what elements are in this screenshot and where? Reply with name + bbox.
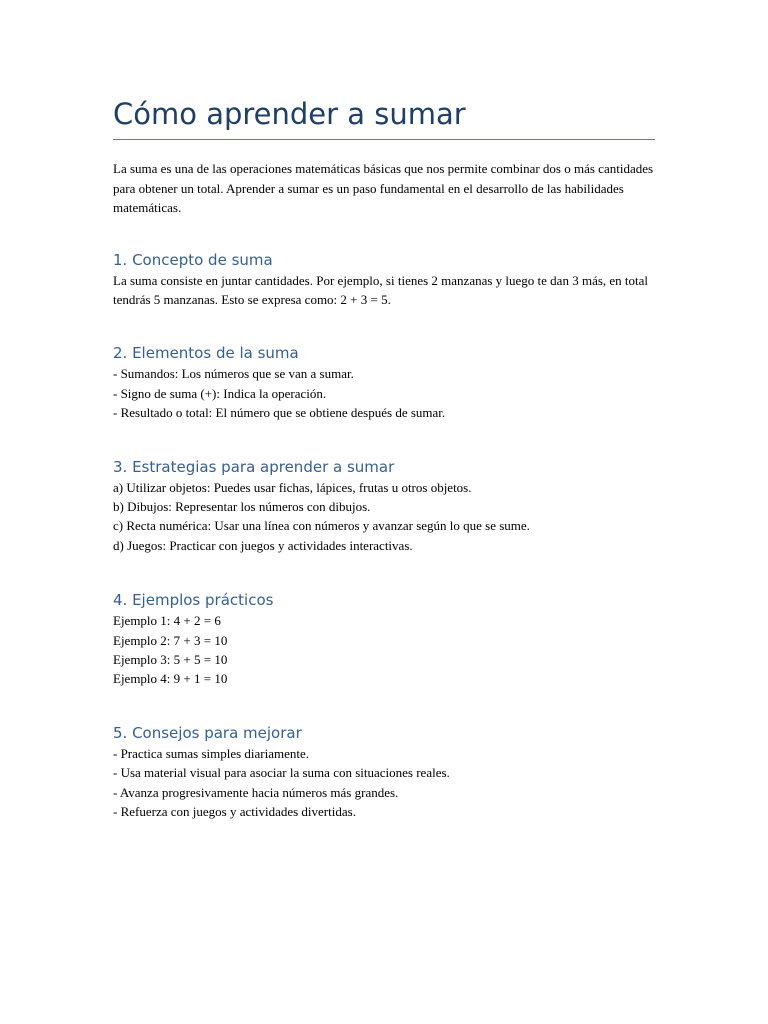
section-consejos <box>113 722 655 822</box>
section-line: Ejemplo 3: 5 + 5 = 10 <box>113 651 228 667</box>
section-body <box>113 744 655 822</box>
title-divider <box>113 139 655 140</box>
section-line: c) Recta numérica: Usar una línea con números y avanzar según lo que se sume. <box>113 518 530 534</box>
section-line: a) Utilizar objetos: Puedes usar fichas, lápices, frutas u otros objetos. <box>113 479 472 495</box>
section-line: b) Dibujos: Representar los números con dibujos. <box>113 498 371 514</box>
section-line: La suma consiste en juntar cantidades. Por ejemplo, si tienes 2 manzanas y luego te dan 3 más, en total tendrás 5 manzanas. Esto se expresa como: 2 + 3 = 5. <box>113 272 649 307</box>
section-body <box>113 478 655 556</box>
section-line: - Practica sumas simples diariamente. <box>113 745 310 761</box>
section-heading: 2. Elementos de la suma <box>113 344 299 363</box>
section-elementos <box>113 342 655 422</box>
section-line: d) Juegos: Practicar con juegos y actividades interactivas. <box>113 537 413 553</box>
section-heading: 1. Concepto de suma <box>113 250 273 269</box>
section-line: - Avanza progresivamente hacia números más grandes. <box>113 784 399 800</box>
page-title: Cómo aprender a sumar <box>113 97 466 131</box>
section-line: Ejemplo 4: 9 + 1 = 10 <box>113 671 228 687</box>
intro-paragraph: La suma es una de las operaciones matemáticas básicas que nos permite combinar dos o más cantidades para obtener un total. Aprender a sumar es un paso fundamental en el desarrollo de las habilidades matemáticas. <box>113 161 654 215</box>
section-heading: 4. Ejemplos prácticos <box>113 591 274 610</box>
section-ejemplos <box>113 589 655 689</box>
section-body <box>113 364 655 422</box>
section-line: - Signo de suma (+): Indica la operación. <box>113 385 327 401</box>
section-body <box>113 271 655 310</box>
section-line: Ejemplo 1: 4 + 2 = 6 <box>113 613 221 629</box>
section-line: - Sumandos: Los números que se van a sumar. <box>113 366 354 382</box>
document-page <box>113 92 655 821</box>
section-line: - Refuerza con juegos y actividades divertidas. <box>113 804 356 819</box>
section-line: - Resultado o total: El número que se obtiene después de sumar. <box>113 405 446 421</box>
section-heading: 5. Consejos para mejorar <box>113 723 302 742</box>
section-line: Ejemplo 2: 7 + 3 = 10 <box>113 632 228 648</box>
section-estrategias <box>113 456 655 556</box>
section-body <box>113 611 655 689</box>
section-line: - Usa material visual para asociar la suma con situaciones reales. <box>113 765 450 781</box>
section-heading: 3. Estrategias para aprender a sumar <box>113 457 395 476</box>
section-concepto <box>113 249 655 310</box>
